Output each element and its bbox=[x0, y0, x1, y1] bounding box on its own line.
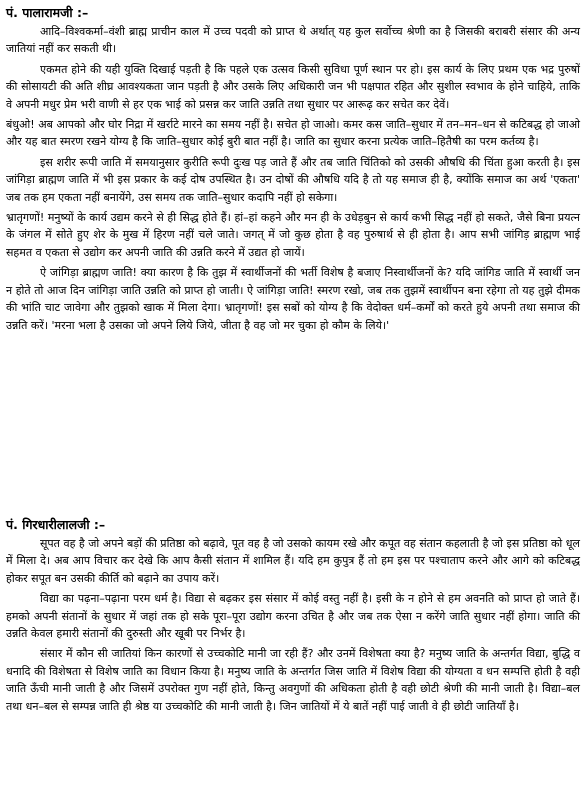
paragraph: इस शरीर रूपी जाति में समयानुसार कुरीति रूपी दुःख पड़ जाते हैं और तब जाति चिंतिको को उसकी औषधि की चिंता हुआ करती है। इस जांगिड़ा ब्राह्मण जाति में भी इस प्रकार के कई दोष उपस्थित है। उन दोषों की औषधि यदि है तो यह समाज ही है, क्योंकि समाज का अर्थ 'एकता' जब तक हम एकता नहीं बनायेंगे, उस समय तक जाति–सुधार कदापि नहीं हो सकेगा। bbox=[6, 155, 580, 204]
section-girdharilalji bbox=[6, 516, 580, 718]
section-heading: पं. पालारामजी :– bbox=[6, 5, 89, 20]
paragraph: एकमत होने की यही युक्ति दिखाई पड़ती है कि पहले एक उत्सव किसी सुविधा पूर्ण स्थान पर हो। इस कार्य के लिए प्रथम एक भद्र पुरुषों की सोसायटी की अति शीघ्र आवश्यकता जान पड़ती है और उसके लिए अधिकारी जन भी पक्षपात रहित और सुशील स्वभाव के होने चाहिये, ताकि वे अपनी मधुर प्रेम भरी वाणी से हर एक भाई को प्रसन्न कर जाति उन्नति तथा सुधार पर आरूढ़ कर सचेत कर देवें। bbox=[6, 62, 580, 111]
paragraph: ऐ जांगिड़ा ब्राह्मण जाति! क्या कारण है कि तुझ में स्वार्थीजनों की भर्ती विशेष है बजाए निस्वार्थीजनों के? यदि जांगिड जाति में स्वार्थी जन न होते तो आज दिन जांगिड़ा जाति उन्नति को प्राप्त हो जाती। ऐ जांगिड़ा जाति! स्मरण रखो, जब तक तुझमें स्वार्थीपन बना रहेगा तो यह तुझे दीमक की भांति चाट जावेगा और तुझको खाक में मिला देगा। भ्रातृगणों! इस सबों को योग्य है कि वेदोक्त धर्म–कर्मों को करते हुये अपनी तथा समाज की उन्नति करें। 'मरना भला है उसका जो अपने लिये जिये, जीता है वह जो मर चुका हो कौम के लिये।' bbox=[6, 266, 580, 332]
section-palaramji bbox=[6, 4, 580, 337]
paragraph: आदि–विश्वकर्मा–वंशी ब्राह्म प्राचीन काल में उच्च पदवी को प्राप्त थे अर्थात् यह कुल सर्वोच्च श्रेणी का है जिसकी बराबरी संसार की अन्य जातियां नहीं कर सकती थी। bbox=[6, 25, 580, 56]
paragraph: सूपत वह है जो अपने बड़ों की प्रतिष्ठा को बढ़ावे, पूत वह है जो उसको कायम रखे और कपूत वह संतान कहलाती है जो इस प्रतिष्ठा को धूल में मिला दे। अब आप विचार कर देखे कि आप कैसी संतान में शामिल हैं। यदि हम कुपुत्र हैं तो हम इस पर पश्चाताप करने और आगे को कटिबद्ध होकर सपूत बन उसकी कीर्ति को बढ़ाने का उपाय करें। bbox=[6, 537, 580, 585]
paragraph: विद्या का पढ़ना–पढ़ाना परम धर्म है। विद्या से बढ़कर इस संसार में कोई वस्तु नहीं है। इसी के न होने से हम अवनति को प्राप्त हो जाते हैं। हमको अपनी संतानों के सुधार में जहां तक हो सके पूरा–पूरा उद्योग करना उचित है और जब तक ऐसा न करेंगे जाति सुधार नहीं होगा। जाति की उन्नति केवल हमारी संतानों की दुरुस्ती और खूबी पर निर्भर है। bbox=[6, 592, 580, 641]
paragraph: संसार में कौन सी जातियां किन कारणों से उच्चकोटि मानी जा रही हैं? और उनमें विशेषता क्या है? मनुष्य जाति के अन्तर्गत विद्या, बुद्धि व धनादि की विशेषता से विशेष जाति का विधान किया है। मनुष्य जाति के अन्तर्गत जिस जाति में विशेष विद्या की योग्यता व धन सम्पत्ति होती है वही जाति ऊँची मानी जाती है और जिसमें उपरोक्त गुण नहीं होते, किन्तु अवगुणों की अधिकता होती है वही छोटी श्रेणी की मानी जाती है। विद्या–बल तथा धन–बल से सम्पन्न जाति ही श्रेष्ठ या उच्चकोटि की मानी जाती है। जिन जातियों में ये बातें नहीं पाई जाती वे ही छोटी जातियाँ है। bbox=[6, 647, 580, 713]
paragraph: बंधुओ! अब आपको और घोर निद्रा में खर्राटे मारने का समय नहीं है। सचेत हो जाओ। कमर कस जाति–सुधार में तन–मन–धन से कटिबद्ध हो जाओ और यह बात स्मरण रखने योग्य है कि जाति–सुधार कोई बुरी बात नहीं है। जाति का सुधार करना प्रत्येक जाति–हितैषी का परम कर्तव्य है। bbox=[6, 118, 580, 149]
paragraph: भ्रातृगणों! मनुष्यों के कार्य उद्यम करने से ही सिद्ध होते हैं। हां–हां कहने और मन ही के उधेड़बुन से कार्य कभी सिद्ध नहीं हो सकते, जैसे बिना प्रयत्न के जंगल में सोते हुए शेर के मुख में हिरण नहीं चले जाते। जगत् में जो कुछ होता है वह पुरुषार्थ से ही होता है। आप सभी जांगिड़ ब्राह्मण भाई सहमत व एकता से उद्योग कर अपनी जाति की उन्नति करने में उद्यत हो जायें। bbox=[6, 211, 580, 259]
section-heading: पं. गिरधारीलालजी :– bbox=[6, 517, 106, 532]
